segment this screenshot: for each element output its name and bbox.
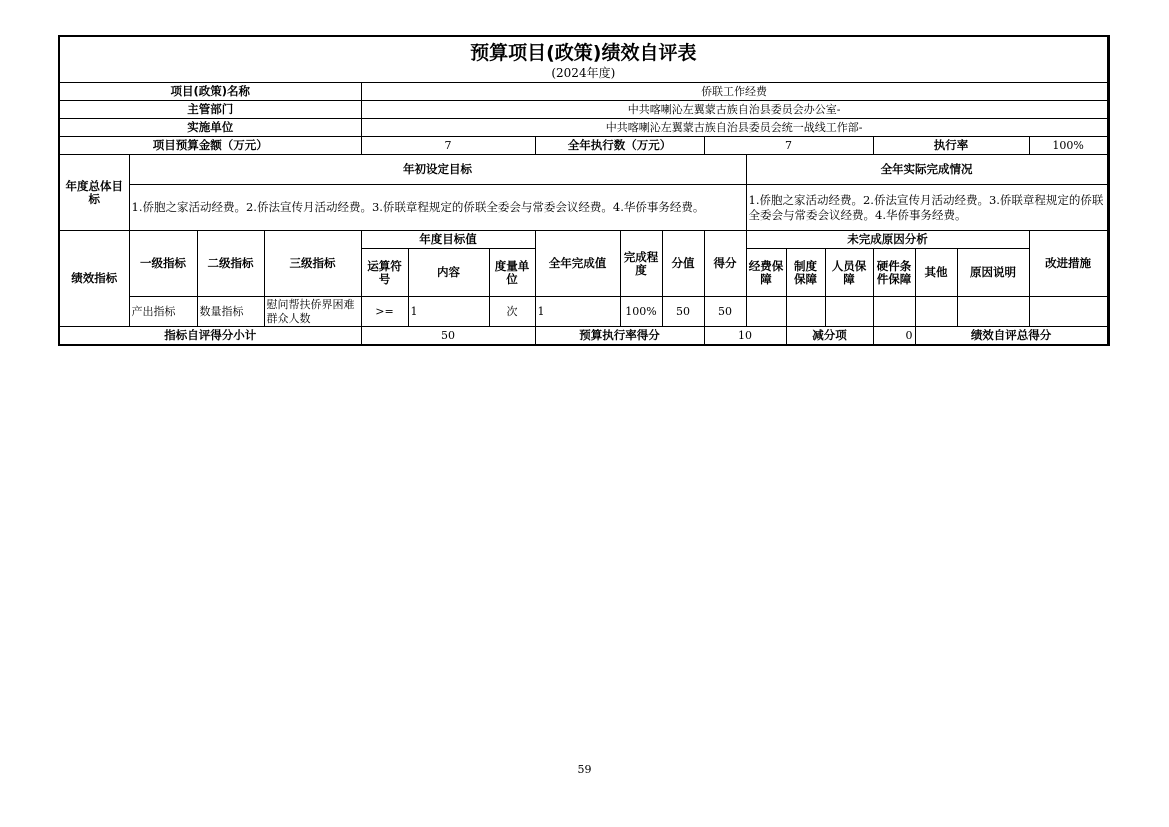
initial-goals-header: 年初设定目标 bbox=[129, 155, 746, 185]
row-reason-explain bbox=[957, 297, 1029, 327]
impl-value: 中共喀喇沁左翼蒙古族自治县委员会统一战线工作部- bbox=[361, 119, 1107, 137]
budget-value: 7 bbox=[361, 137, 535, 155]
header-reason-system: 制度保障 bbox=[786, 249, 825, 297]
budget-rate-value: 10 bbox=[704, 327, 786, 345]
header-unit: 度量单位 bbox=[489, 249, 535, 297]
row-unit: 次 bbox=[489, 297, 535, 327]
exec-value: 7 bbox=[704, 137, 873, 155]
row-level1: 产出指标 bbox=[129, 297, 197, 327]
project-name-value: 侨联工作经费 bbox=[361, 83, 1107, 101]
impl-label: 实施单位 bbox=[59, 119, 361, 137]
row-score-value: 50 bbox=[662, 297, 704, 327]
initial-goals-text: 1.侨胞之家活动经费。2.侨法宣传月活动经费。3.侨联章程规定的侨联全委会与常委会议经费。4.华侨事务经费。 bbox=[129, 185, 746, 231]
row-content: 1 bbox=[408, 297, 489, 327]
row-reason-hardware bbox=[873, 297, 915, 327]
header-level1: 一级指标 bbox=[129, 231, 197, 297]
header-reason-funding: 经费保障 bbox=[746, 249, 786, 297]
header-level2: 二级指标 bbox=[197, 231, 264, 297]
self-score-label: 指标自评得分小计 bbox=[59, 327, 361, 345]
header-reason-hardware: 硬件条件保障 bbox=[873, 249, 915, 297]
deduct-value: 0 bbox=[873, 327, 915, 345]
evaluation-sheet bbox=[58, 35, 1110, 346]
header-level3: 三级指标 bbox=[264, 231, 361, 297]
header-score: 得分 bbox=[704, 231, 746, 297]
deduct-label: 减分项 bbox=[786, 327, 873, 345]
rate-label: 执行率 bbox=[873, 137, 1029, 155]
actual-goals-header: 全年实际完成情况 bbox=[746, 155, 1107, 185]
row-reason-funding bbox=[746, 297, 786, 327]
dept-value: 中共喀喇沁左翼蒙古族自治县委员会办公室- bbox=[361, 101, 1107, 119]
row-score: 50 bbox=[704, 297, 746, 327]
header-reason-group: 未完成原因分析 bbox=[746, 231, 1029, 249]
row-operator: >= bbox=[361, 297, 408, 327]
row-level2: 数量指标 bbox=[197, 297, 264, 327]
total-score-value bbox=[1107, 327, 1109, 345]
self-score-value: 50 bbox=[361, 327, 535, 345]
sheet-year: (2024年度) bbox=[59, 65, 1107, 83]
budget-label: 项目预算金额（万元） bbox=[59, 137, 361, 155]
header-completion: 完成程度 bbox=[620, 231, 662, 297]
header-reason-explain: 原因说明 bbox=[957, 249, 1029, 297]
page-number: 59 bbox=[577, 763, 592, 776]
header-score-value: 分值 bbox=[662, 231, 704, 297]
goals-label: 年度总体目标 bbox=[59, 155, 129, 231]
header-annual-done: 全年完成值 bbox=[535, 231, 620, 297]
budget-rate-label: 预算执行率得分 bbox=[535, 327, 704, 345]
exec-label: 全年执行数（万元） bbox=[535, 137, 704, 155]
row-completion: 100% bbox=[620, 297, 662, 327]
indicators-label: 绩效指标 bbox=[59, 231, 129, 327]
rate-value: 100% bbox=[1029, 137, 1107, 155]
header-improve: 改进措施 bbox=[1029, 231, 1107, 297]
row-reason-staff bbox=[825, 297, 873, 327]
table-row bbox=[59, 297, 1109, 327]
header-content: 内容 bbox=[408, 249, 489, 297]
total-score-label: 绩效自评总得分 bbox=[915, 327, 1107, 345]
project-name-label: 项目(政策)名称 bbox=[59, 83, 361, 101]
actual-goals-text: 1.侨胞之家活动经费。2.侨法宣传月活动经费。3.侨联章程规定的侨联全委会与常委会议经费。4.华侨事务经费。 bbox=[746, 185, 1107, 231]
header-operator: 运算符号 bbox=[361, 249, 408, 297]
row-level3: 慰问帮扶侨界困难群众人数 bbox=[264, 297, 361, 327]
row-reason-other bbox=[915, 297, 957, 327]
row-improve bbox=[1029, 297, 1107, 327]
header-target-group: 年度目标值 bbox=[361, 231, 535, 249]
sheet-title: 预算项目(政策)绩效自评表 bbox=[59, 36, 1107, 65]
dept-label: 主管部门 bbox=[59, 101, 361, 119]
header-reason-staff: 人员保障 bbox=[825, 249, 873, 297]
row-annual-done: 1 bbox=[535, 297, 620, 327]
row-reason-system bbox=[786, 297, 825, 327]
header-reason-other: 其他 bbox=[915, 249, 957, 297]
evaluation-table bbox=[58, 35, 1110, 346]
